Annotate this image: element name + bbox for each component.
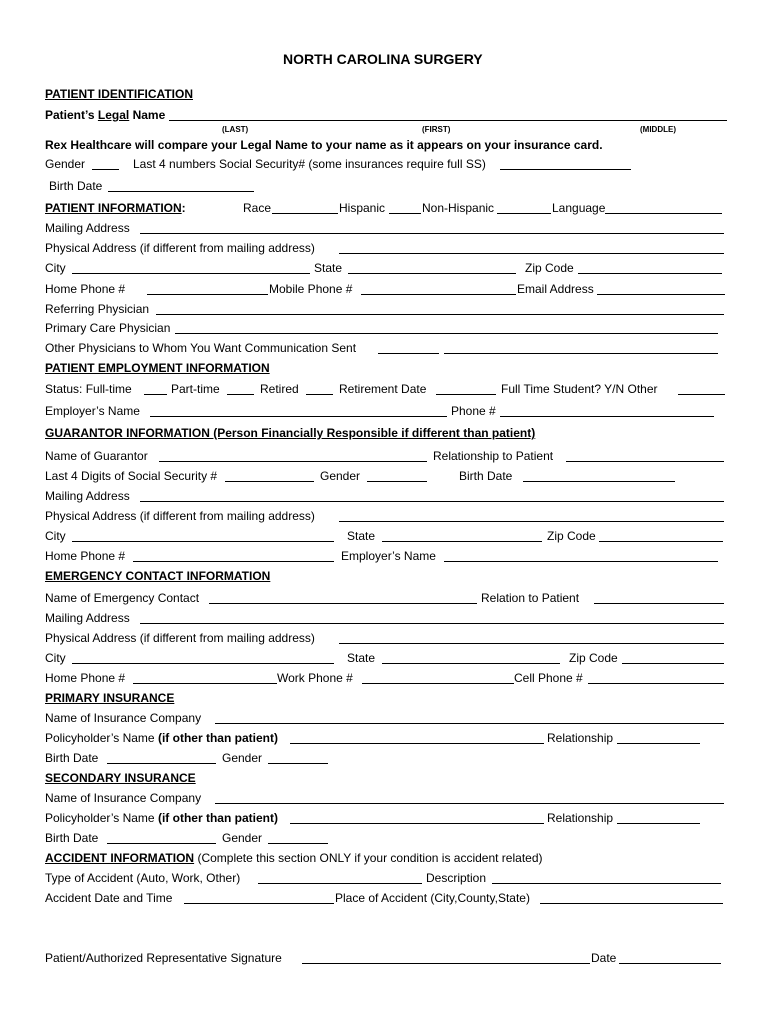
emergency-zip-field[interactable] xyxy=(622,663,724,664)
physical-address-label: Physical Address (if different from mailing address) xyxy=(45,241,315,255)
employer-name-field[interactable] xyxy=(150,416,447,417)
state-label: State xyxy=(314,261,343,275)
retirement-date-label: Retirement Date xyxy=(339,382,427,396)
guarantor-physical-address-label: Physical Address (if different from mailing address) xyxy=(45,509,315,523)
accident-place-field[interactable] xyxy=(540,903,723,904)
birth-date-label: Birth Date xyxy=(49,179,103,193)
guarantor-state-field[interactable] xyxy=(382,541,542,542)
accident-description-label: Description xyxy=(426,871,487,885)
other-physicians-field-2[interactable] xyxy=(444,353,718,354)
ssn-field[interactable] xyxy=(500,169,631,170)
student-label: Full Time Student? Y/N Other xyxy=(501,382,658,396)
emergency-mailing-address-field[interactable] xyxy=(140,623,724,624)
mailing-address-label: Mailing Address xyxy=(45,221,130,235)
race-label: Race xyxy=(243,201,272,215)
secondary-birth-date-label: Birth Date xyxy=(45,831,99,845)
secondary-gender-label: Gender xyxy=(222,831,263,845)
secondary-policyholder-field[interactable] xyxy=(290,823,544,824)
emergency-work-phone-label: Work Phone # xyxy=(277,671,353,685)
emergency-state-label: State xyxy=(347,651,376,665)
emergency-home-phone-field[interactable] xyxy=(133,683,277,684)
guarantor-mailing-address-field[interactable] xyxy=(140,501,724,502)
accident-date-time-field[interactable] xyxy=(184,903,334,904)
section-heading-employment: PATIENT EMPLOYMENT INFORMATION xyxy=(45,361,270,375)
section-heading-accident: ACCIDENT INFORMATION (Complete this section ONLY if your condition is accident related) xyxy=(45,851,543,865)
mobile-phone-field[interactable] xyxy=(361,294,516,295)
secondary-gender-field[interactable] xyxy=(268,843,328,844)
guarantor-relationship-field[interactable] xyxy=(566,461,724,462)
home-phone-label: Home Phone # xyxy=(45,282,126,296)
legal-name-label: Patient’s Legal Name xyxy=(45,108,166,122)
primary-relationship-label: Relationship xyxy=(547,731,614,745)
accident-date-time-label: Accident Date and Time xyxy=(45,891,173,905)
emergency-name-field[interactable] xyxy=(209,603,477,604)
emergency-cell-phone-field[interactable] xyxy=(588,683,724,684)
primary-company-label: Name of Insurance Company xyxy=(45,711,202,725)
secondary-relationship-label: Relationship xyxy=(547,811,614,825)
guarantor-city-field[interactable] xyxy=(72,541,334,542)
primary-birth-date-field[interactable] xyxy=(107,763,216,764)
section-heading-emergency: EMERGENCY CONTACT INFORMATION xyxy=(45,569,271,583)
accident-type-field[interactable] xyxy=(258,883,422,884)
signature-date-field[interactable] xyxy=(619,963,721,964)
guarantor-name-field[interactable] xyxy=(159,461,427,462)
guarantor-birth-date-field[interactable] xyxy=(523,481,675,482)
primary-care-label: Primary Care Physician xyxy=(45,321,171,335)
emergency-city-field[interactable] xyxy=(72,663,334,664)
primary-relationship-field[interactable] xyxy=(617,743,700,744)
city-field[interactable] xyxy=(72,273,310,274)
guarantor-name-label: Name of Guarantor xyxy=(45,449,148,463)
ssn-label: Last 4 numbers Social Security# (some insurances require full SS) xyxy=(133,157,486,171)
full-time-field[interactable] xyxy=(144,394,167,395)
email-label: Email Address xyxy=(517,282,594,296)
primary-care-field[interactable] xyxy=(175,333,718,334)
primary-policyholder-field[interactable] xyxy=(290,743,544,744)
employer-name-label: Employer’s Name xyxy=(45,404,140,418)
secondary-company-field[interactable] xyxy=(215,803,724,804)
other-physicians-field-1[interactable] xyxy=(378,353,439,354)
legal-name-field[interactable] xyxy=(169,120,727,121)
referring-physician-label: Referring Physician xyxy=(45,302,150,316)
mailing-address-field[interactable] xyxy=(140,233,724,234)
physical-address-field[interactable] xyxy=(339,253,724,254)
emergency-physical-address-label: Physical Address (if different from mailing address) xyxy=(45,631,315,645)
language-field[interactable] xyxy=(605,213,722,214)
emergency-zip-label: Zip Code xyxy=(569,651,618,665)
guarantor-gender-label: Gender xyxy=(320,469,361,483)
language-label: Language xyxy=(552,201,606,215)
city-label: City xyxy=(45,261,66,275)
mobile-phone-label: Mobile Phone # xyxy=(269,282,353,296)
guarantor-gender-field[interactable] xyxy=(367,481,427,482)
part-time-field[interactable] xyxy=(227,394,254,395)
middle-name-caption: (MIDDLE) xyxy=(640,125,676,134)
guarantor-physical-address-field[interactable] xyxy=(339,521,724,522)
zip-label: Zip Code xyxy=(525,261,574,275)
home-phone-field[interactable] xyxy=(147,294,268,295)
primary-company-field[interactable] xyxy=(215,723,724,724)
secondary-relationship-field[interactable] xyxy=(617,823,700,824)
non-hispanic-label: Non-Hispanic xyxy=(422,201,495,215)
emergency-home-phone-label: Home Phone # xyxy=(45,671,126,685)
secondary-company-label: Name of Insurance Company xyxy=(45,791,202,805)
guarantor-zip-field[interactable] xyxy=(599,541,723,542)
signature-label: Patient/Authorized Representative Signature xyxy=(45,951,282,965)
retired-label: Retired xyxy=(260,382,299,396)
emergency-relation-label: Relation to Patient xyxy=(481,591,580,605)
guarantor-state-label: State xyxy=(347,529,376,543)
last-name-caption: (LAST) xyxy=(222,125,249,134)
section-heading-patient-information: PATIENT INFORMATION: xyxy=(45,201,186,215)
referring-physician-field[interactable] xyxy=(156,314,724,315)
guarantor-employer-field[interactable] xyxy=(444,561,718,562)
guarantor-ssn-field[interactable] xyxy=(225,481,314,482)
accident-place-label: Place of Accident (City,County,State) xyxy=(335,891,530,905)
guarantor-zip-label: Zip Code xyxy=(547,529,596,543)
non-hispanic-field[interactable] xyxy=(497,213,551,214)
guarantor-mailing-address-label: Mailing Address xyxy=(45,489,130,503)
guarantor-home-phone-label: Home Phone # xyxy=(45,549,126,563)
emergency-name-label: Name of Emergency Contact xyxy=(45,591,200,605)
emergency-relation-field[interactable] xyxy=(594,603,724,604)
primary-gender-field[interactable] xyxy=(268,763,328,764)
primary-birth-date-label: Birth Date xyxy=(45,751,99,765)
guarantor-home-phone-field[interactable] xyxy=(133,561,334,562)
section-heading-secondary-insurance: SECONDARY INSURANCE xyxy=(45,771,196,785)
gender-label: Gender xyxy=(45,157,86,171)
zip-field[interactable] xyxy=(578,273,722,274)
primary-gender-label: Gender xyxy=(222,751,263,765)
gender-field[interactable] xyxy=(92,169,119,170)
secondary-birth-date-field[interactable] xyxy=(107,843,216,844)
employer-phone-field[interactable] xyxy=(500,416,714,417)
part-time-label: Part-time xyxy=(171,382,220,396)
employer-phone-label: Phone # xyxy=(451,404,496,418)
section-heading-primary-insurance: PRIMARY INSURANCE xyxy=(45,691,175,705)
emergency-cell-phone-label: Cell Phone # xyxy=(514,671,583,685)
guarantor-employer-label: Employer’s Name xyxy=(341,549,436,563)
hispanic-field[interactable] xyxy=(389,213,421,214)
signature-field[interactable] xyxy=(302,963,590,964)
emergency-work-phone-field[interactable] xyxy=(362,683,514,684)
guarantor-ssn-label: Last 4 Digits of Social Security # xyxy=(45,469,218,483)
guarantor-relationship-label: Relationship to Patient xyxy=(433,449,554,463)
guarantor-birth-date-label: Birth Date xyxy=(459,469,513,483)
hispanic-label: Hispanic xyxy=(339,201,386,215)
email-field[interactable] xyxy=(597,294,725,295)
emergency-city-label: City xyxy=(45,651,66,665)
status-full-time-label: Status: Full-time xyxy=(45,382,132,396)
secondary-policyholder-label: Policyholder’s Name (if other than patient) xyxy=(45,811,278,825)
legal-name-notice: Rex Healthcare will compare your Legal Name to your name as it appears on your insurance card. xyxy=(45,138,603,152)
other-field[interactable] xyxy=(678,394,725,395)
state-field[interactable] xyxy=(348,273,516,274)
accident-description-field[interactable] xyxy=(492,883,721,884)
other-physicians-label: Other Physicians to Whom You Want Communication Sent xyxy=(45,341,357,355)
retirement-date-field[interactable] xyxy=(436,394,496,395)
emergency-state-field[interactable] xyxy=(382,663,560,664)
form-title: NORTH CAROLINA SURGERY xyxy=(283,51,483,67)
section-heading-patient-identification: PATIENT IDENTIFICATION xyxy=(45,87,193,101)
signature-date-label: Date xyxy=(591,951,617,965)
birth-date-field[interactable] xyxy=(108,191,254,192)
guarantor-city-label: City xyxy=(45,529,66,543)
section-heading-guarantor: GUARANTOR INFORMATION (Person Financially Responsible if different than patient) xyxy=(45,426,536,440)
first-name-caption: (FIRST) xyxy=(422,125,451,134)
emergency-mailing-address-label: Mailing Address xyxy=(45,611,130,625)
accident-type-label: Type of Accident (Auto, Work, Other) xyxy=(45,871,241,885)
emergency-physical-address-field[interactable] xyxy=(339,643,724,644)
race-field[interactable] xyxy=(272,213,338,214)
retired-field[interactable] xyxy=(306,394,333,395)
primary-policyholder-label: Policyholder’s Name (if other than patient) xyxy=(45,731,278,745)
